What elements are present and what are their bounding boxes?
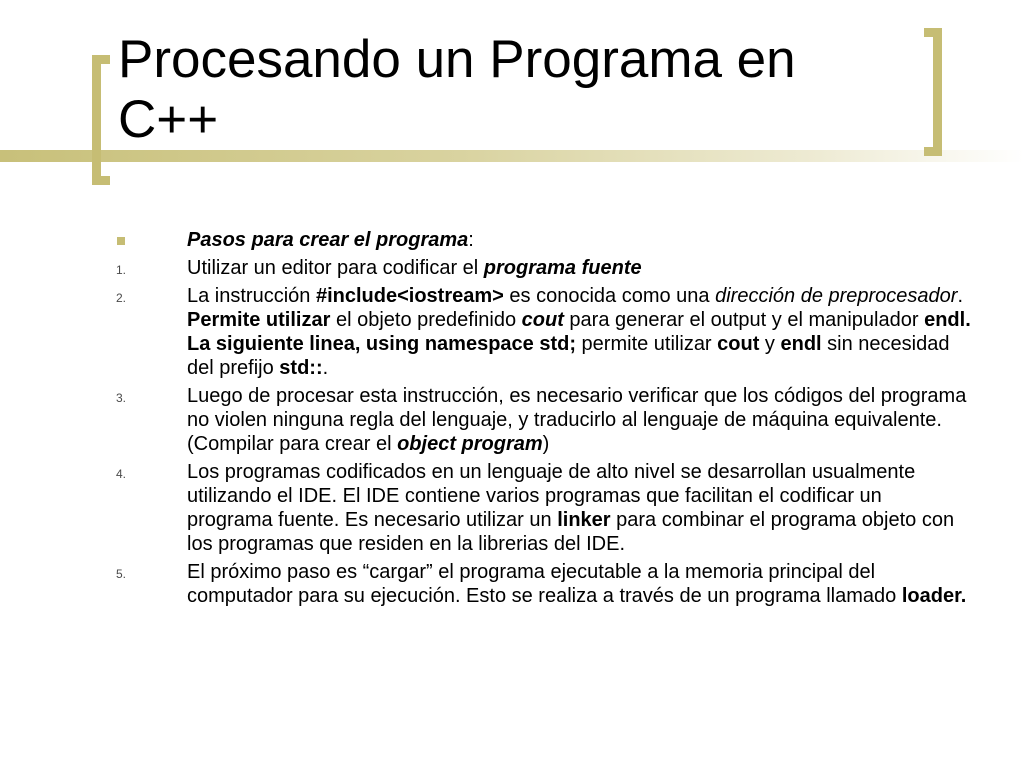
heading-item (112, 228, 972, 252)
square-bullet-icon (117, 237, 125, 245)
list-item-2 (112, 284, 972, 380)
list-number: 1. (116, 263, 127, 277)
list-item-3 (112, 384, 972, 456)
heading-text: Pasos para crear el programa: (187, 229, 474, 251)
list-number: 2. (116, 291, 127, 305)
right-bracket-decoration (924, 28, 942, 156)
left-bracket-decoration (92, 55, 110, 185)
list-item-4 (112, 460, 972, 556)
slide-body (112, 228, 972, 612)
title-accent-band (0, 150, 1024, 162)
list-item-text: Los programas codificados en un lenguaje de alto nivel se desarrollan usualmente utilizando el IDE. El IDE contiene varios programas que facilitan el codificar un programa fuente. Es necesario utilizar un linker para combinar el programa objeto con los programas que residen en la librerias del IDE. (187, 461, 955, 555)
list-item-text: Luego de procesar esta instrucción, es necesario verificar que los códigos del programa no violen ninguna regla del lenguaje, y traducirlo al lenguaje de máquina equivalente. (Compilar para crear el object program) (187, 385, 967, 455)
list-item-text: Utilizar un editor para codificar el programa fuente (187, 257, 642, 279)
list-item-text: El próximo paso es “cargar” el programa ejecutable a la memoria principal del computador para su ejecución. Esto se realiza a través de un programa llamado loader. (187, 561, 967, 607)
list-number: 3. (116, 391, 127, 405)
slide-title: Procesando un Programa en C++ (118, 30, 796, 149)
list-item-5 (112, 560, 972, 608)
list-item-1 (112, 256, 972, 280)
list-number: 4. (116, 467, 127, 481)
list-number: 5. (116, 567, 127, 581)
list-item-text: La instrucción #include<iostream> es conocida como una dirección de preprocesador. Permite utilizar el objeto predefinido cout para generar el output y el manipulador endl. La siguiente linea, using namespace std; permite utilizar cout y endl sin necesidad del prefijo std::. (187, 285, 971, 379)
